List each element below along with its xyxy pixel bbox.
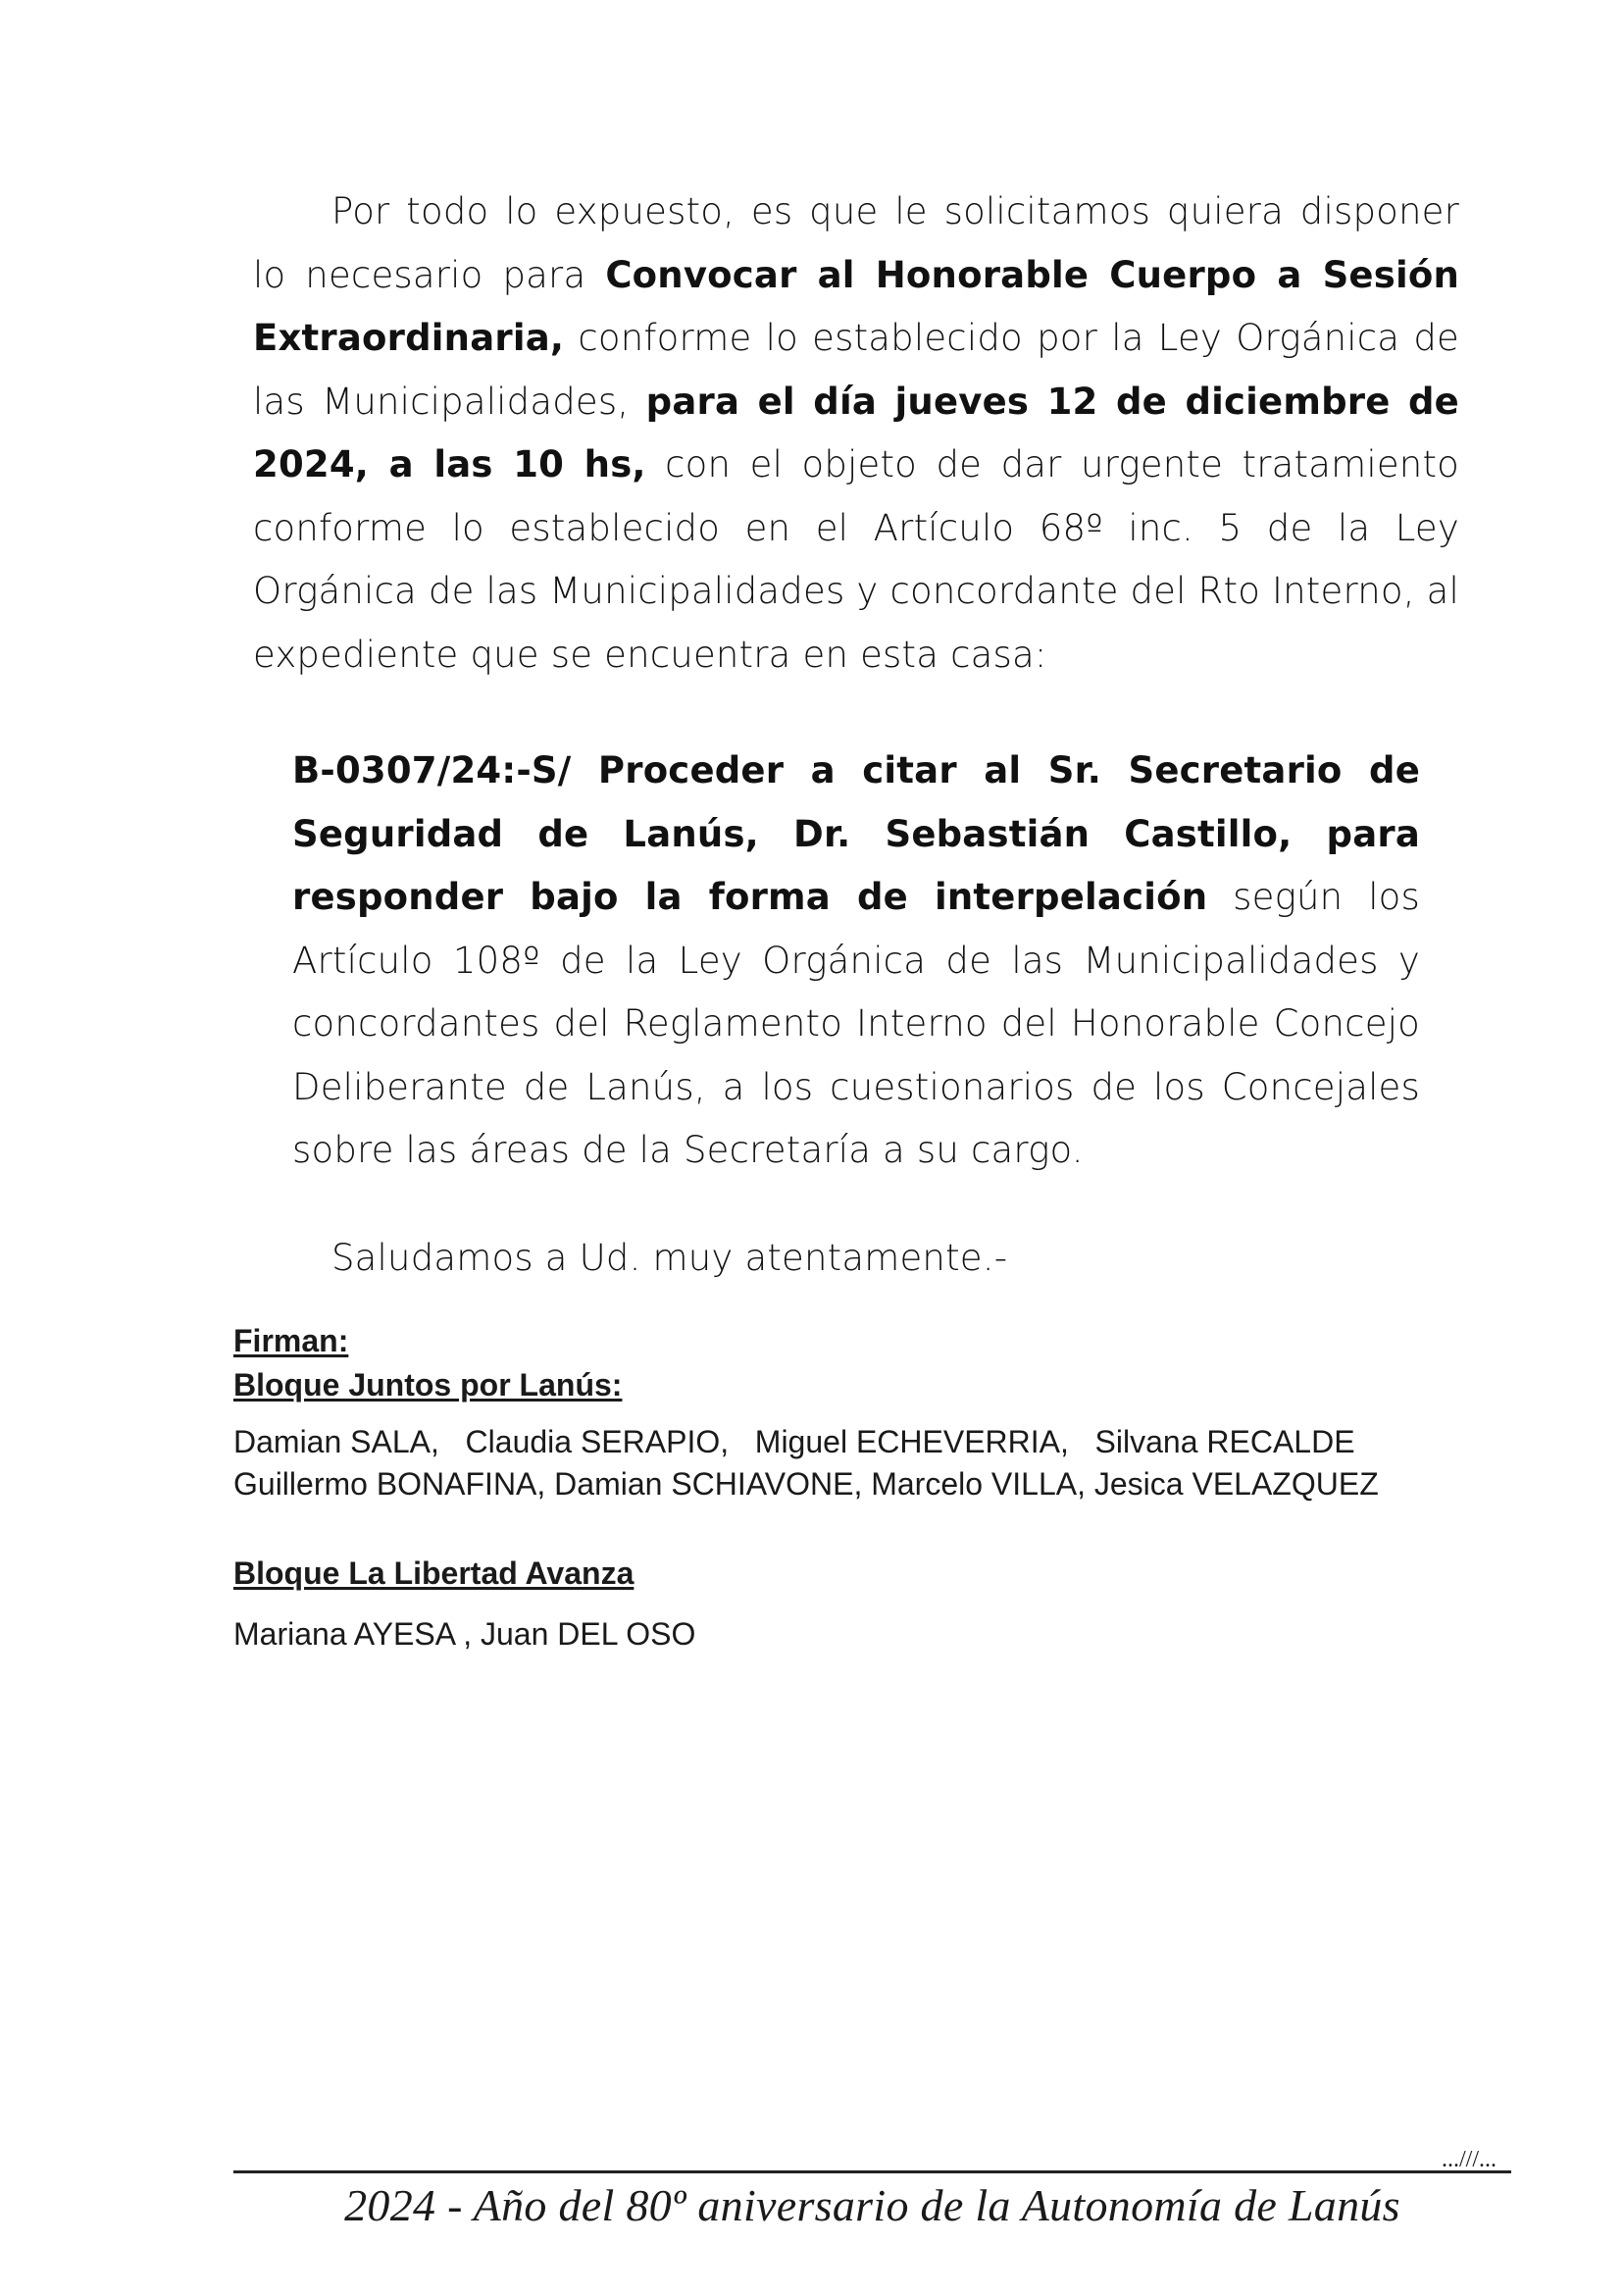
intro-bold-convocar: Convocar al Honorable Cuerpo a Sesión Extraordinaria, <box>253 253 1459 359</box>
expediente-paragraph <box>292 739 1420 1183</box>
intro-paragraph <box>253 180 1459 687</box>
footer-motto: 2024 - Año del 80º aniversario de la Autonomía de Lanús <box>344 2180 1400 2230</box>
bloque-libertad-heading: Bloque La Libertad Avanza <box>233 1555 634 1591</box>
footer-divider <box>233 2170 1511 2173</box>
bloque-libertad-names: Mariana AYESA , Juan DEL OSO <box>233 1616 696 1652</box>
intro-text-1: Por todo lo expuesto, es que le solicitamos quiera disponer lo necesario para <box>253 190 1459 296</box>
bloque-juntos-names-line-2: Guillermo BONAFINA, Damian SCHIAVONE, Marcelo VILLA, Jesica VELAZQUEZ <box>233 1466 1379 1502</box>
continuation-mark: ...///... <box>1442 2147 1497 2172</box>
bloque-juntos-heading: Bloque Juntos por Lanús: <box>233 1367 623 1402</box>
bloque-juntos-names-line-1: Damian SALA, Claudia SERAPIO, Miguel ECHEVERRIA, Silvana RECALDE <box>233 1424 1355 1459</box>
closing-salutation: Saludamos a Ud. muy atentamente.- <box>331 1237 1008 1279</box>
intro-text-3: con el objeto de dar urgente tratamiento conforme lo establecido en el Artículo 68º inc. 5 de la Ley Orgánica de las Municipalidades y concordante del Rto Interno, al expediente que se encuentra en esta casa: <box>253 443 1459 676</box>
expediente-text: según los Artículo 108º de la Ley Orgánica de las Municipalidades y concordantes del Reglamento Interno del Honorable Concejo Deliberante de Lanús, a los cuestionarios de los Concejales sobre las áreas de la Secretaría a su cargo. <box>292 876 1420 1171</box>
signatures-heading: Firman: <box>233 1323 349 1358</box>
expediente-bold: B-0307/24:-S/ Proceder a citar al Sr. Secretario de Seguridad de Lanús, Dr. Sebastián Castillo, para responder bajo la forma de interpelación <box>292 749 1420 918</box>
intro-text-2: conforme lo establecido por la Ley Orgánica de las Municipalidades, <box>253 317 1459 423</box>
intro-bold-fecha: para el día jueves 12 de diciembre de 2024, a las 10 hs, <box>253 380 1459 485</box>
